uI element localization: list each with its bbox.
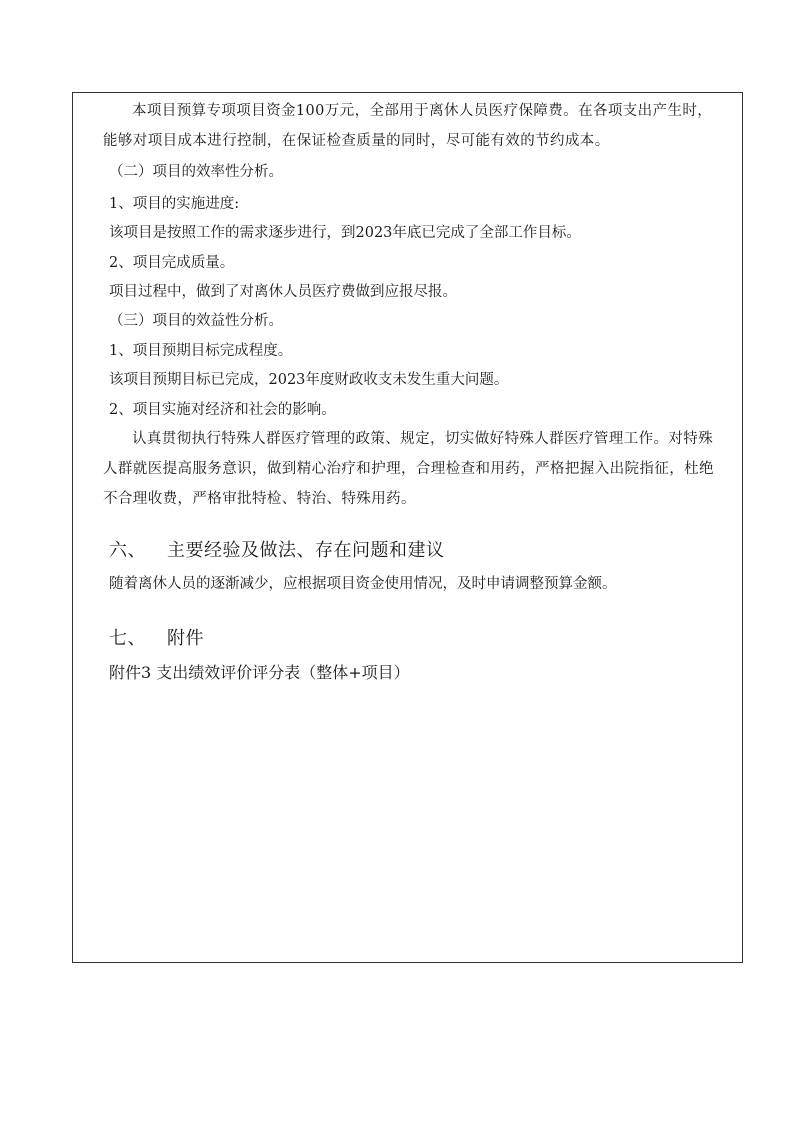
- progress-text: 该项目是按照工作的需求逐步进行，到2023年底已完成了全部工作目标。: [109, 225, 581, 241]
- quality-subheading: 2、项目完成质量。: [109, 255, 235, 271]
- efficiency-heading: （二）项目的效率性分析。: [109, 164, 283, 180]
- section-6-number: 六、: [109, 540, 146, 561]
- impact-text: 认真贯彻执行特殊人群医疗管理的政策、规定，切实做好特殊人群医疗管理工作。对特殊人群就医提高服务意识，做到精心治疗和护理，合理检查和用药，严格把握入出院指征，杜绝不合理收费，严格审批特检、特治、特殊用药。: [103, 431, 714, 507]
- section-6-text: 随着离休人员的逐渐减少，应根据项目资金使用情况，及时申请调整预算金额。: [109, 576, 617, 592]
- target-subheading: 1、项目预期目标完成程度。: [109, 343, 293, 359]
- target-text: 该项目预期目标已完成，2023年度财政收支未发生重大问题。: [109, 372, 509, 388]
- section-6-heading: [109, 536, 445, 566]
- section-7-number: 七、: [109, 628, 146, 649]
- report-frame: [72, 92, 743, 963]
- attachment-item: 附件3 支出绩效评价评分表（整体+项目）: [109, 663, 410, 682]
- impact-subheading: 2、项目实施对经济和社会的影响。: [109, 402, 336, 418]
- progress-subheading: 1、项目的实施进度:: [109, 196, 240, 212]
- section-6-title: 主要经验及做法、存在问题和建议: [167, 540, 445, 561]
- budget-paragraph: 本项目预算专项项目资金100万元，全部用于离休人员医疗保障费。在各项支出产生时，能够对项目成本进行控制，在保证检查质量的同时，尽可能有效的节约成本。: [103, 103, 713, 149]
- quality-text: 项目过程中，做到了对离休人员医疗费做到应报尽报。: [109, 284, 457, 300]
- section-7-title: 附件: [167, 628, 204, 649]
- section-7-heading: [109, 624, 204, 654]
- benefit-heading: （三）项目的效益性分析。: [109, 313, 283, 329]
